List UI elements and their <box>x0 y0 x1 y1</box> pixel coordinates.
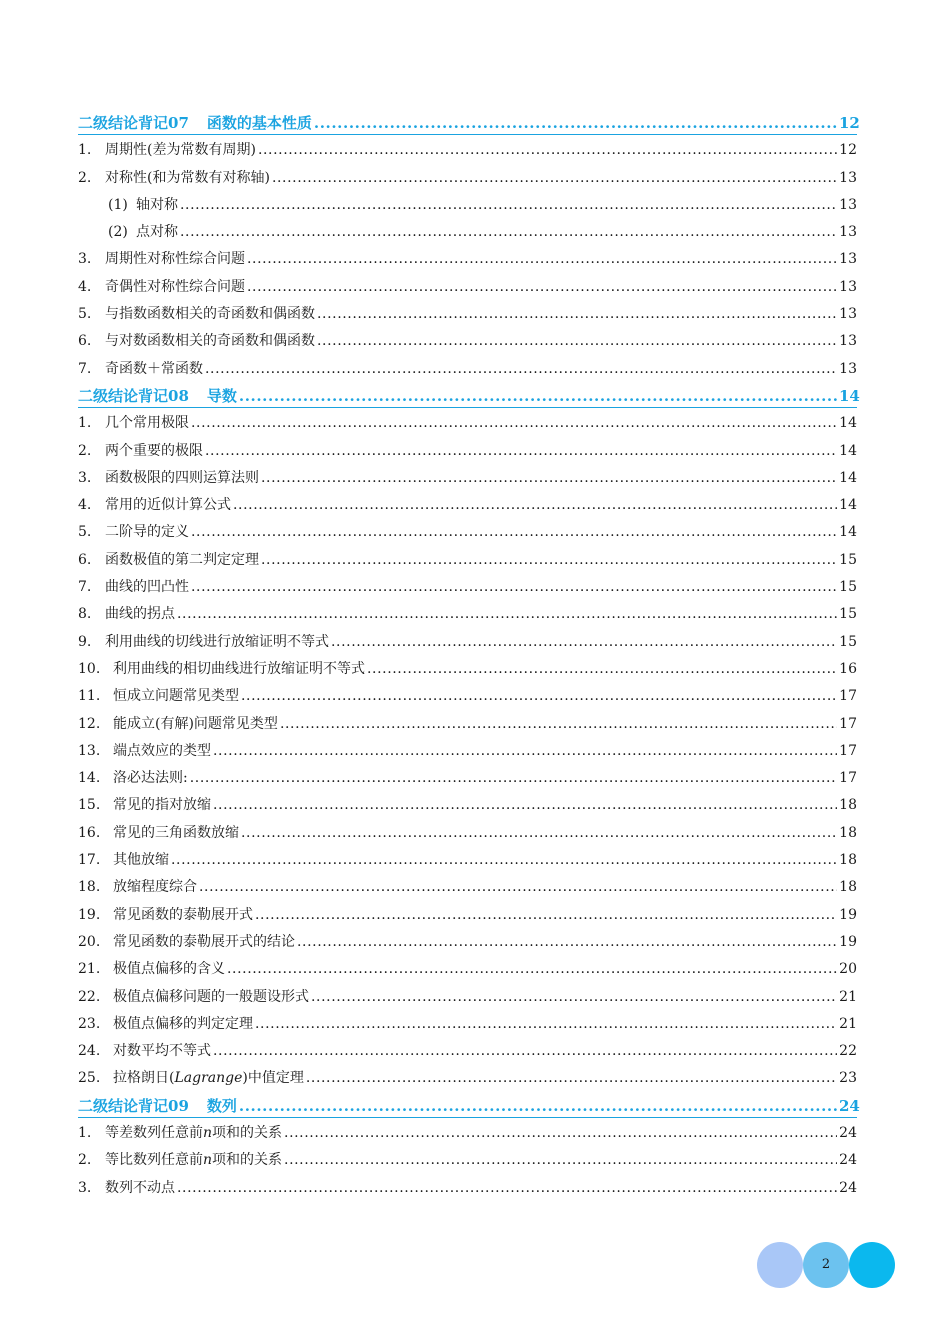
toc-entry-number: 二级结论背记07 <box>78 114 189 132</box>
toc-entry[interactable] <box>78 165 857 192</box>
toc-entry-page: 24 <box>839 1179 857 1196</box>
toc-entry-page: 13 <box>839 306 857 323</box>
toc-entry-number: 20. <box>78 933 101 950</box>
toc-entry-title: 放缩程度综合 <box>113 879 197 896</box>
dot-leader <box>205 438 837 465</box>
toc-entry-page: 24 <box>839 1152 857 1169</box>
decor-circle-right <box>849 1242 895 1288</box>
toc-entry-title: 与指数函数相关的奇函数和偶函数 <box>105 306 315 323</box>
toc-entry-page: 17 <box>839 688 857 705</box>
dot-leader <box>180 219 837 246</box>
toc-entry-title: 导数 <box>206 386 237 405</box>
toc-entry[interactable] <box>78 956 857 983</box>
toc-entry-page: 20 <box>839 961 857 978</box>
toc-section-heading[interactable] <box>78 110 860 137</box>
dot-leader <box>272 165 837 192</box>
toc-entry-page: 24 <box>839 1124 857 1141</box>
toc-entry[interactable] <box>78 629 857 656</box>
toc-entry-number: 21. <box>78 961 101 978</box>
toc-entry-number: 二级结论背记08 <box>78 386 189 405</box>
dot-leader <box>180 192 837 219</box>
toc-entry[interactable] <box>78 820 857 847</box>
dot-leader <box>213 1038 837 1065</box>
toc-entry-title: 其他放缩 <box>113 852 169 869</box>
toc-entry-page: 13 <box>839 196 857 213</box>
toc-entry-number: 2. <box>78 169 92 186</box>
toc-section-heading[interactable] <box>78 1093 860 1120</box>
toc-entry[interactable] <box>78 683 857 710</box>
toc-entry-number: 4. <box>78 497 92 514</box>
toc-entry[interactable] <box>78 847 857 874</box>
toc-entry[interactable] <box>78 792 857 819</box>
toc-entry-page: 16 <box>839 660 857 677</box>
toc-entry-number: 16. <box>78 824 101 841</box>
toc-entry-title: 轴对称 <box>136 196 178 213</box>
toc-entry-number: 17. <box>78 852 101 869</box>
toc-entry[interactable] <box>78 246 857 273</box>
toc-entry-number: 23. <box>78 1015 101 1032</box>
toc-entry[interactable] <box>78 274 857 301</box>
toc-entry-title: 常见的指对放缩 <box>113 797 211 814</box>
toc-entry-number: 22. <box>78 988 101 1005</box>
decor-circle-left <box>757 1242 803 1288</box>
dot-leader <box>199 874 837 901</box>
toc-entry-title: 常见函数的泰勒展开式 <box>113 906 253 923</box>
toc-entry-title: 常见函数的泰勒展开式的结论 <box>113 933 295 950</box>
toc-entry-title: 端点效应的类型 <box>113 742 211 759</box>
dot-leader <box>177 1175 837 1202</box>
toc-section-heading[interactable] <box>78 383 860 410</box>
section-underline <box>78 134 857 135</box>
dot-leader <box>227 956 837 983</box>
toc-entry-number: 7. <box>78 360 92 377</box>
toc-entry-number: 1. <box>78 415 92 432</box>
toc-entry-page: 15 <box>839 579 857 596</box>
toc-entry-title: 与对数函数相关的奇函数和偶函数 <box>105 333 315 350</box>
dot-leader <box>255 1011 837 1038</box>
toc-entry-page: 15 <box>839 633 857 650</box>
dot-leader <box>311 984 837 1011</box>
dot-leader <box>191 574 837 601</box>
toc-entry-number: (2) <box>108 224 128 241</box>
toc-entry[interactable] <box>78 438 857 465</box>
toc-entry-title: 函数的基本性质 <box>206 114 312 132</box>
toc-entry-page: 18 <box>839 797 857 814</box>
toc-entry-page: 13 <box>839 360 857 377</box>
toc-entry-page: 12 <box>839 114 860 132</box>
toc-entry-number: 10. <box>78 660 101 677</box>
toc-entry-page: 14 <box>839 386 860 405</box>
table-of-contents <box>78 110 860 1202</box>
toc-entry-title: 洛必达法则: <box>113 770 188 787</box>
toc-entry-title: 等比数列任意前n项和的关系 <box>105 1152 283 1169</box>
dot-leader <box>205 356 837 383</box>
toc-entry-title: 周期性对称性综合问题 <box>105 251 245 268</box>
toc-entry-title: 对数平均不等式 <box>113 1043 211 1060</box>
toc-section <box>78 1093 860 1120</box>
toc-entry[interactable] <box>78 984 857 1011</box>
toc-entry-number: 二级结论背记09 <box>78 1096 189 1115</box>
toc-entry-number: 19. <box>78 906 101 923</box>
toc-entry-number: 3. <box>78 251 92 268</box>
dot-leader <box>213 792 837 819</box>
toc-section <box>78 110 860 137</box>
toc-entry-page: 15 <box>839 551 857 568</box>
toc-entry-page: 14 <box>839 524 857 541</box>
dot-leader <box>213 738 837 765</box>
dot-leader <box>255 902 837 929</box>
toc-entry-number: 5. <box>78 306 92 323</box>
toc-entry-number: 18. <box>78 879 101 896</box>
toc-entry-page: 14 <box>839 497 857 514</box>
toc-entry-title: 周期性(差为常数有周期) <box>105 142 256 159</box>
toc-entry[interactable] <box>78 1120 857 1147</box>
toc-entry-page: 24 <box>839 1096 860 1115</box>
toc-entry-page: 21 <box>839 1015 857 1032</box>
toc-entry-page: 12 <box>839 142 857 159</box>
toc-entry-page: 13 <box>839 251 857 268</box>
toc-entry[interactable] <box>78 656 857 683</box>
dot-leader <box>239 1093 837 1120</box>
toc-entry[interactable] <box>78 356 857 383</box>
dot-leader <box>317 328 837 355</box>
toc-entry-page: 14 <box>839 415 857 432</box>
toc-entry[interactable] <box>78 137 857 164</box>
toc-entry-number: 7. <box>78 579 92 596</box>
toc-entry-number: 3. <box>78 469 92 486</box>
dot-leader <box>314 110 837 137</box>
toc-entry-page: 19 <box>839 906 857 923</box>
toc-entry-number: (1) <box>108 196 128 213</box>
toc-entry[interactable] <box>78 1175 857 1202</box>
toc-entry-number: 6. <box>78 551 92 568</box>
toc-entry-page: 14 <box>839 442 857 459</box>
toc-entry[interactable] <box>78 1065 857 1092</box>
toc-entry-title: 两个重要的极限 <box>105 442 203 459</box>
toc-entry-number: 8. <box>78 606 92 623</box>
toc-entry-title: 二阶导的定义 <box>105 524 189 541</box>
toc-entry-number: 2. <box>78 442 92 459</box>
toc-entry-number: 13. <box>78 742 101 759</box>
toc-entry-page: 14 <box>839 469 857 486</box>
toc-entry-page: 13 <box>839 278 857 295</box>
dot-leader <box>247 274 837 301</box>
toc-entry-page: 19 <box>839 933 857 950</box>
toc-entry[interactable] <box>78 902 857 929</box>
dot-leader <box>191 519 837 546</box>
toc-entry-title: 奇偶性对称性综合问题 <box>105 278 245 295</box>
dot-leader <box>306 1065 837 1092</box>
toc-entry-title: 拉格朗日(Lagrange)中值定理 <box>113 1070 304 1087</box>
toc-entry-page: 15 <box>839 606 857 623</box>
toc-entry-title: 等差数列任意前n项和的关系 <box>105 1124 283 1141</box>
dot-leader <box>284 1120 837 1147</box>
toc-entry-title: 数列不动点 <box>105 1179 175 1196</box>
dot-leader <box>284 1147 837 1174</box>
section-underline <box>78 407 857 408</box>
toc-entry[interactable] <box>78 1038 857 1065</box>
toc-entry-number: 14. <box>78 770 101 787</box>
toc-entry-title: 数列 <box>206 1096 237 1115</box>
toc-entry-page: 13 <box>839 169 857 186</box>
toc-entry[interactable] <box>78 492 857 519</box>
dot-leader <box>367 656 837 683</box>
dot-leader <box>177 601 837 628</box>
toc-entry-page: 13 <box>839 224 857 241</box>
toc-entry-number: 2. <box>78 1152 92 1169</box>
dot-leader <box>171 847 837 874</box>
toc-entry[interactable] <box>78 219 857 246</box>
toc-entry[interactable] <box>78 1011 857 1038</box>
toc-entry[interactable] <box>78 711 857 738</box>
toc-entry[interactable] <box>78 465 857 492</box>
page-number-badge <box>757 1242 897 1290</box>
dot-leader <box>331 629 837 656</box>
dot-leader <box>261 465 837 492</box>
dot-leader <box>261 547 837 574</box>
toc-entry-title: 曲线的拐点 <box>105 606 175 623</box>
toc-entry-page: 18 <box>839 879 857 896</box>
toc-section <box>78 383 860 410</box>
toc-entry-number: 25. <box>78 1070 101 1087</box>
toc-entry-title: 对称性(和为常数有对称轴) <box>105 169 270 186</box>
toc-entry[interactable] <box>78 192 857 219</box>
toc-entry-number: 12. <box>78 715 101 732</box>
toc-entry-title: 能成立(有解)问题常见类型 <box>113 715 278 732</box>
toc-entry-number: 9. <box>78 633 92 650</box>
toc-entry[interactable] <box>78 765 857 792</box>
toc-entry-title: 函数极限的四则运算法则 <box>105 469 259 486</box>
toc-entry-title: 点对称 <box>136 224 178 241</box>
toc-entry-page: 22 <box>839 1043 857 1060</box>
toc-entry-page: 17 <box>839 770 857 787</box>
toc-entry-title: 利用曲线的切线进行放缩证明不等式 <box>105 633 329 650</box>
toc-entry-title: 极值点偏移的含义 <box>113 961 225 978</box>
toc-entry-number: 15. <box>78 797 101 814</box>
dot-leader <box>241 820 837 847</box>
toc-entry-title: 常见的三角函数放缩 <box>113 824 239 841</box>
toc-entry-number: 1. <box>78 142 92 159</box>
dot-leader <box>258 137 837 164</box>
toc-entry-page: 18 <box>839 824 857 841</box>
section-underline <box>78 1117 857 1118</box>
toc-entry-number: 1. <box>78 1124 92 1141</box>
toc-entry-title: 函数极值的第二判定定理 <box>105 551 259 568</box>
toc-entry-page: 17 <box>839 715 857 732</box>
dot-leader <box>317 301 837 328</box>
toc-entry-page: 13 <box>839 333 857 350</box>
toc-entry-title: 利用曲线的相切曲线进行放缩证明不等式 <box>113 660 365 677</box>
toc-entry[interactable] <box>78 410 857 437</box>
dot-leader <box>280 711 837 738</box>
toc-entry-page: 21 <box>839 988 857 1005</box>
toc-entry-page: 17 <box>839 742 857 759</box>
toc-entry-title: 常用的近似计算公式 <box>105 497 231 514</box>
toc-entry[interactable] <box>78 301 857 328</box>
toc-entry-number: 24. <box>78 1043 101 1060</box>
toc-entry-title: 极值点偏移问题的一般题设形式 <box>113 988 309 1005</box>
toc-entry-title: 曲线的凹凸性 <box>105 579 189 596</box>
dot-leader <box>239 383 837 410</box>
dot-leader <box>241 683 837 710</box>
toc-entry[interactable] <box>78 574 857 601</box>
toc-entry-number: 11. <box>78 688 101 705</box>
toc-entry-page: 23 <box>839 1070 857 1087</box>
dot-leader <box>233 492 837 519</box>
toc-entry[interactable] <box>78 328 857 355</box>
toc-entry-title: 极值点偏移的判定定理 <box>113 1015 253 1032</box>
dot-leader <box>191 410 837 437</box>
toc-entry-title: 几个常用极限 <box>105 415 189 432</box>
toc-entry-number: 6. <box>78 333 92 350</box>
toc-entry-page: 18 <box>839 852 857 869</box>
toc-entry[interactable] <box>78 929 857 956</box>
page-number: 2 <box>803 1242 849 1288</box>
toc-entry[interactable] <box>78 874 857 901</box>
toc-entry-title: 恒成立问题常见类型 <box>113 688 239 705</box>
toc-entry[interactable] <box>78 519 857 546</box>
toc-entry[interactable] <box>78 1147 857 1174</box>
dot-leader <box>247 246 837 273</box>
toc-entry[interactable] <box>78 738 857 765</box>
toc-entry[interactable] <box>78 601 857 628</box>
toc-entry-title: 奇函数＋常函数 <box>105 360 203 377</box>
toc-entry[interactable] <box>78 547 857 574</box>
toc-entry-number: 4. <box>78 278 92 295</box>
toc-entry-number: 5. <box>78 524 92 541</box>
dot-leader <box>297 929 837 956</box>
dot-leader <box>190 765 837 792</box>
toc-entry-number: 3. <box>78 1179 92 1196</box>
